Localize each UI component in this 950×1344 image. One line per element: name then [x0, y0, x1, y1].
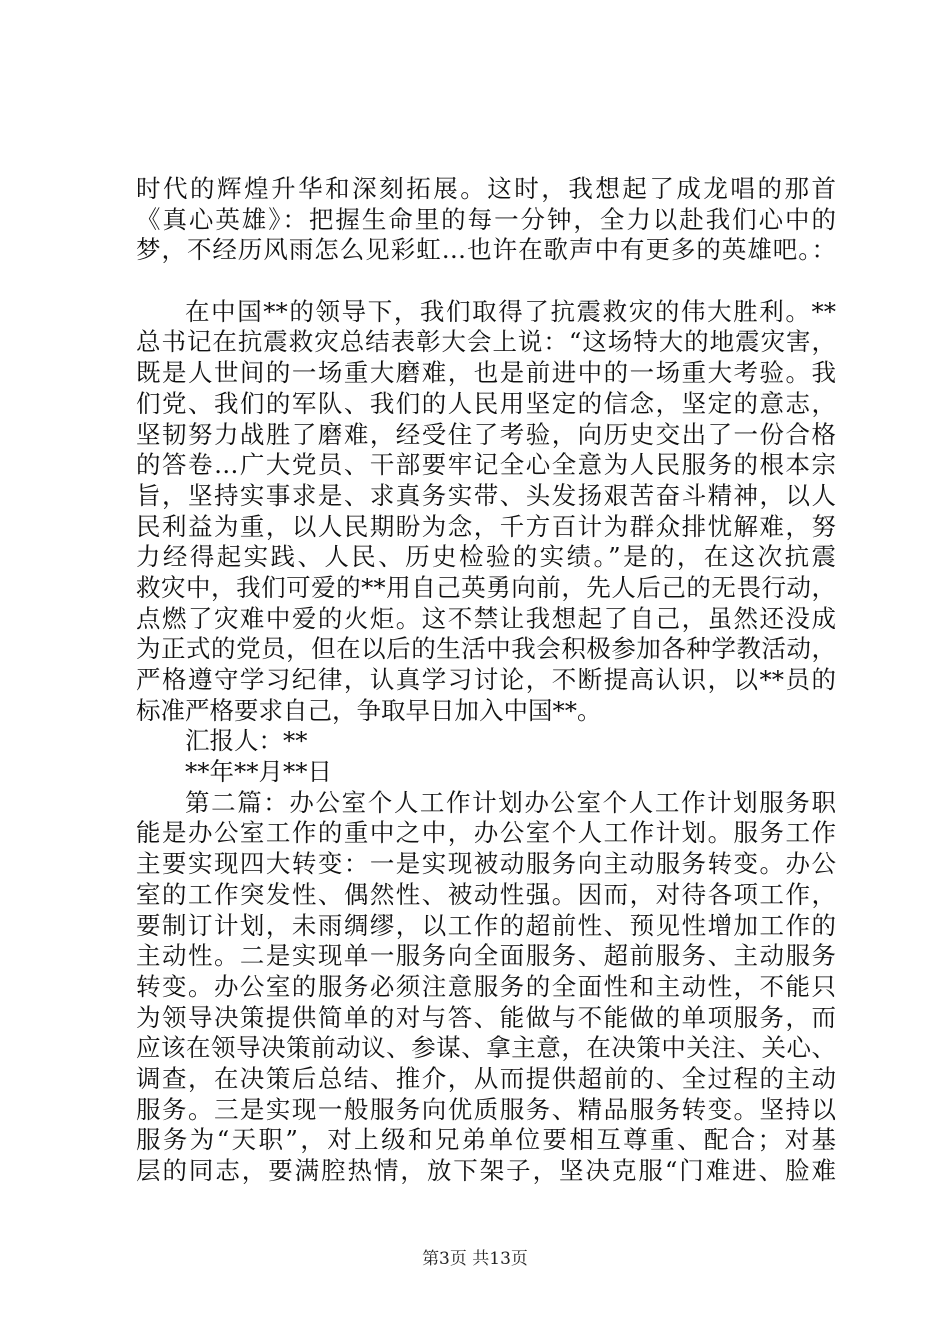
text-line: 《真心英雄》：把握生命里的每一分钟，全力以赴我们心中的 — [136, 204, 836, 234]
text-line: 旨，坚持实事求是、求真务实带、头发扬艰苦奋斗精神，以人 — [136, 480, 836, 510]
text-line: 严格遵守学习纪律，认真学习讨论，不断提高认识，以**员的 — [136, 665, 836, 694]
text-line: 们党、我们的军队、我们的人民用坚定的信念，坚定的意志， — [136, 388, 836, 418]
document-body — [136, 174, 836, 1187]
text-line: 主要实现四大转变：一是实现被动服务向主动服务转变。办公 — [136, 849, 836, 879]
text-line: 既是人世间的一场重大磨难，也是前进中的一场重大考验。我 — [136, 358, 836, 388]
text-line: 民利益为重，以人民期盼为念，千方百计为群众排忧解难，努 — [136, 511, 836, 541]
reporter-line: 汇报人：** — [185, 726, 308, 756]
paragraph-1 — [136, 174, 836, 266]
text-line: 总书记在抗震救灾总结表彰大会上说：“这场特大的地震灾害， — [136, 327, 836, 357]
date-line: **年**月**日 — [185, 757, 332, 787]
text-line: 第二篇：办公室个人工作计划办公室个人工作计划服务职 — [185, 787, 836, 817]
text-line: 标准严格要求自己，争取早日加入中国**。 — [136, 695, 602, 725]
text-line: 要制订计划，未雨绸缪，以工作的超前性、预见性增加工作的 — [136, 910, 836, 940]
paragraph-2 — [136, 297, 836, 727]
text-line: 时代的辉煌升华和深刻拓展。这时，我想起了成龙唱的那首 — [136, 174, 836, 203]
text-line: 为领导决策提供简单的对与答、能做与不能做的单项服务，而 — [136, 1002, 836, 1032]
text-line: 在中国**的领导下，我们取得了抗震救灾的伟大胜利。** — [185, 296, 836, 326]
text-line: 服务为“天职”，对上级和兄弟单位要相互尊重、配合；对基 — [136, 1125, 836, 1155]
page-indicator: 第3页 共13页 — [422, 1249, 528, 1269]
paragraph-gap — [136, 266, 836, 297]
text-line: 点燃了灾难中爱的火炬。这不禁让我想起了自己，虽然还没成 — [136, 603, 836, 633]
text-line: 的答卷…广大党员、干部要牢记全心全意为人民服务的根本宗 — [136, 450, 836, 480]
page-footer — [0, 1244, 950, 1269]
text-line: 为正式的党员，但在以后的生活中我会积极参加各种学教活动， — [136, 634, 836, 664]
text-line: 能是办公室工作的重中之中，办公室个人工作计划。服务工作 — [136, 818, 836, 848]
text-line: 服务。三是实现一般服务向优质服务、精品服务转变。坚持以 — [136, 1094, 836, 1124]
text-line: 坚韧努力战胜了磨难，经受住了考验，向历史交出了一份合格 — [136, 419, 836, 449]
text-line: 调查，在决策后总结、推介，从而提供超前的、全过程的主动 — [136, 1063, 836, 1093]
text-line: 主动性。二是实现单一服务向全面服务、超前服务、主动服务 — [136, 941, 836, 971]
text-line: 室的工作突发性、偶然性、被动性强。因而，对待各项工作， — [136, 879, 836, 909]
text-line: 转变。办公室的服务必须注意服务的全面性和主动性，不能只 — [136, 971, 836, 1001]
text-line: 梦，不经历风雨怎么见彩虹…也许在歌声中有更多的英雄吧。： — [136, 235, 836, 265]
text-line: 救灾中，我们可爱的**用自己英勇向前，先人后己的无畏行动， — [136, 572, 836, 602]
text-line: 层的同志，要满腔热情，放下架子，坚决克服“门难进、脸难 — [136, 1156, 836, 1185]
text-line: 力经得起实践、人民、历史检验的实绩。”是的，在这次抗震 — [136, 542, 836, 572]
paragraph-3 — [136, 788, 836, 1187]
text-line: 应该在领导决策前动议、参谋、拿主意，在决策中关注、关心、 — [136, 1033, 836, 1063]
